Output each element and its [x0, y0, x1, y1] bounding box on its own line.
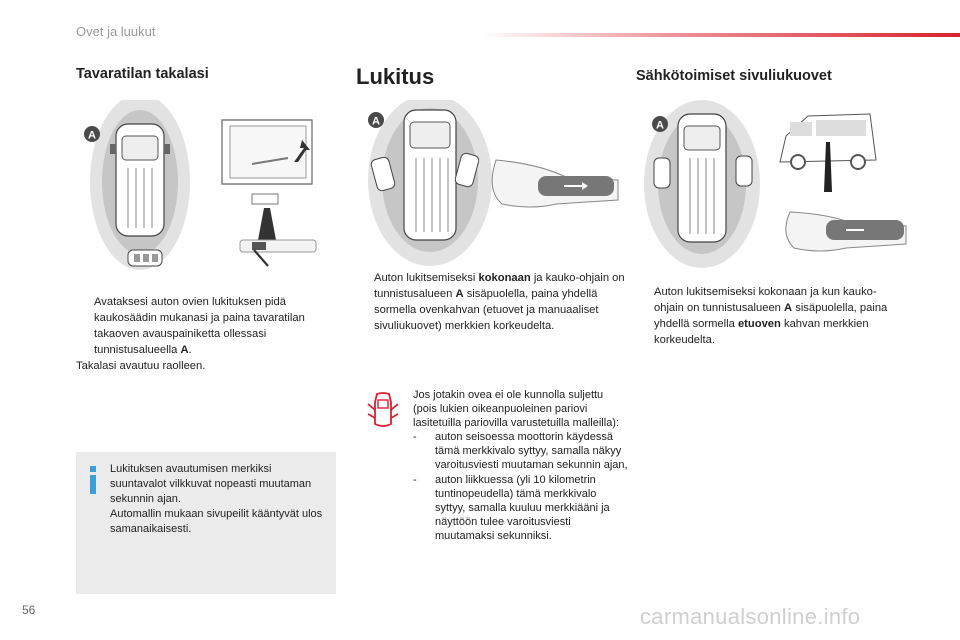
locking-illustration — [360, 100, 620, 270]
zone-a-badge-label: A — [656, 119, 664, 132]
sliding-doors-title: Sähkötoimiset sivuliukuovet — [636, 68, 832, 84]
locking-text-bold-1: kokonaan — [478, 272, 531, 284]
watermark: carmanualsonline.info — [640, 604, 861, 629]
sliding-text-3: kahvan merkkien korkeudelta. — [654, 318, 869, 346]
zone-a-badge-label: A — [88, 129, 96, 142]
warning-item — [413, 473, 628, 543]
warning-item-text: auton seisoessa moottorin käydessä tämä merkkivalo syttyy, samalla näkyy varoitusviesti muutaman sekunnin ajan, — [435, 431, 628, 472]
sliding-text-1: Auton lukitsemiseksi kokonaan ja kun kauko-ohjain on tunnistusalueen — [654, 286, 877, 314]
locking-title: Lukitus — [356, 64, 435, 89]
info-box — [76, 452, 336, 594]
tailgate-note: Takalasi avautuu raolleen. — [76, 360, 206, 372]
door-handle-touch-icon — [786, 212, 906, 251]
remote-key-right-icon — [736, 156, 752, 186]
warning-dash: - — [413, 473, 417, 486]
sliding-text-bold-2: etuoven — [737, 318, 781, 330]
tailgate-window-icon — [222, 120, 312, 240]
zone-a-badge-label: A — [372, 115, 380, 128]
info-icon — [86, 466, 100, 494]
van-top-view-icon — [404, 110, 456, 240]
page-number: 56 — [22, 603, 36, 617]
locking-text-3: sisäpuolella, paina yhdellä sormella ovenkahvan (etuovet ja manuaaliset sivuliukuovet) merkkien korkeudelta. — [374, 288, 599, 332]
locking-instruction — [356, 270, 628, 334]
tailgate-bullet-end: . — [188, 344, 192, 356]
van-side-view-icon — [780, 114, 876, 192]
locking-text-1: Auton lukitsemiseksi — [374, 272, 476, 284]
info-text-2: Automallin mukaan sivupeilit kääntyvät ulos samanaikaisesti. — [110, 508, 323, 535]
van-top-view-icon — [678, 114, 726, 242]
door-open-warning-icon — [366, 392, 400, 432]
remote-key-left-icon — [654, 158, 670, 188]
door-warning-text — [413, 388, 628, 543]
warning-dash: - — [413, 431, 417, 444]
tailgate-instruction — [76, 294, 338, 374]
remote-key-icon — [128, 250, 162, 266]
header-accent-bar — [480, 33, 960, 37]
section-header: Ovet ja luukut — [76, 24, 156, 39]
handle-button-detail-icon — [240, 240, 316, 266]
locking-text-bold-2: A — [455, 288, 464, 300]
sliding-doors-instruction — [636, 284, 888, 348]
tailgate-title: Tavaratilan takalasi — [76, 66, 209, 82]
sliding-doors-illustration — [640, 100, 910, 280]
door-handle-touch-icon — [492, 160, 618, 207]
tailgate-illustration — [80, 100, 350, 280]
sliding-text-bold-1: A — [784, 302, 793, 314]
warning-item-text: auton liikkuessa (yli 10 kilometrin tuntinopeudella) tämä merkkivalo syttyy, samalla kuuluu merkkiääni ja näyttöön tulee varoitusviesti muutamaksi sekunniksi. — [435, 473, 610, 542]
locking-text-2: ja kauko-ohjain on tunnistusalueen — [374, 272, 625, 300]
info-text-1: Lukituksen avautumisen merkiksi suuntavalot vilkkuvat nopeasti muutaman sekunnin ajan. — [110, 463, 312, 505]
warning-intro: Jos jotakin ovea ei ole kunnolla suljettu (pois lukien oikeanpuoleinen pariovi lasitetuilla pariovilla varustetuilla malleilla): — [413, 389, 620, 430]
van-top-view-icon — [110, 124, 170, 236]
sliding-text-2: sisäpuolella, paina yhdellä sormella — [654, 302, 888, 330]
tailgate-bullet-zone: A — [180, 344, 189, 356]
warning-item — [413, 430, 628, 472]
tailgate-bullet-text: Avataksesi auton ovien lukituksen pidä kaukosäädin mukanasi ja paina tavaratilan takaoven avauspainiketta ollessasi tunnistusalueella — [94, 296, 305, 356]
